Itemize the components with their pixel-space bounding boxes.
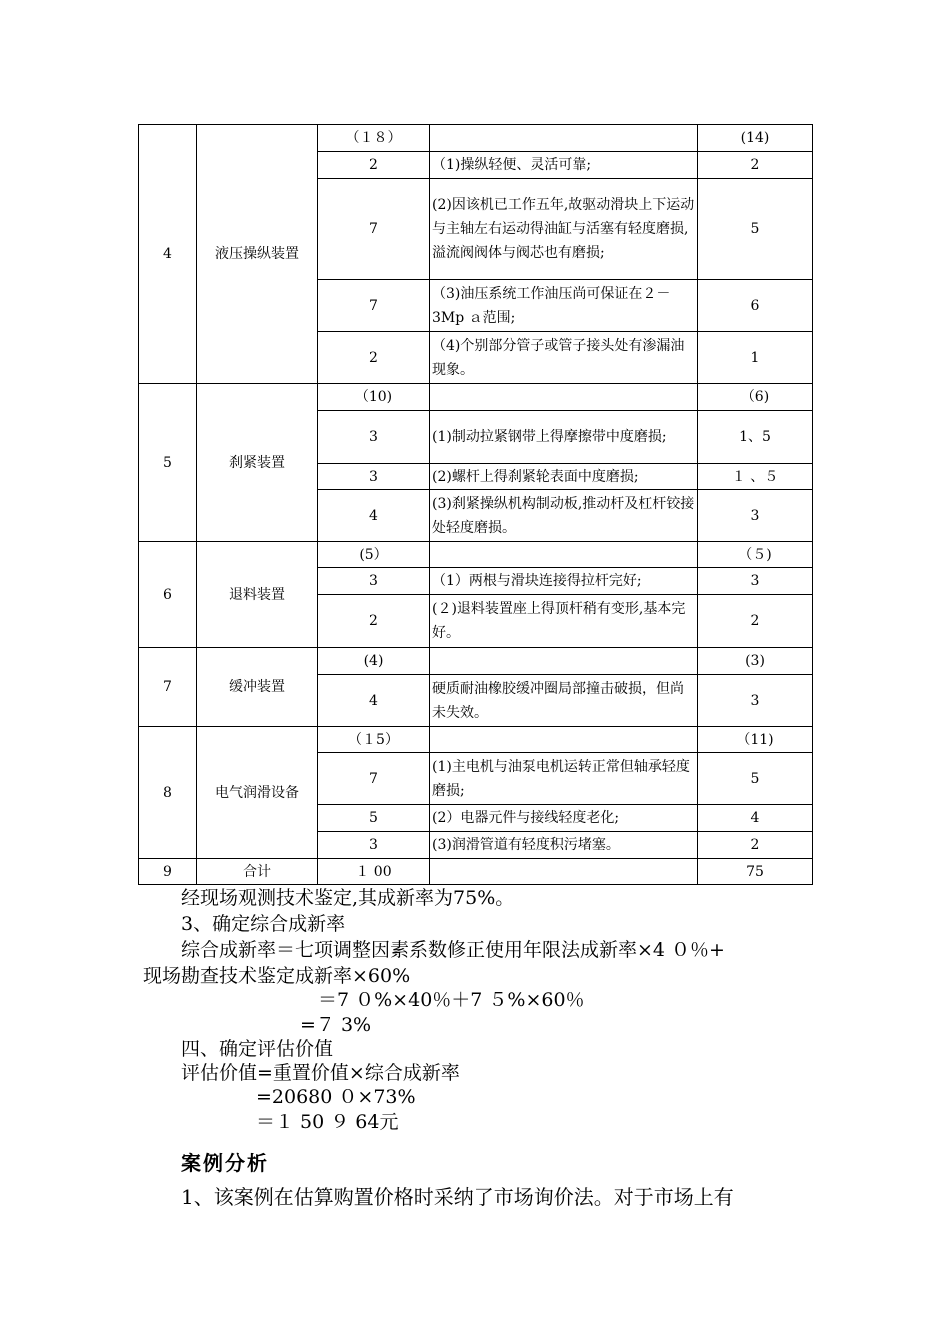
- condition-description: (1)制动拉紧钢带上得摩擦带中度磨损;: [430, 411, 698, 464]
- item-number: 8: [139, 727, 197, 859]
- analysis-paragraph: 1、该案例在估算购置价格时采纳了市场询价法。对于市场上有: [181, 1185, 734, 1209]
- total-number: 9: [139, 859, 197, 885]
- condition-description: (1)主电机与油泵电机运转正常但轴承轻度磨损;: [430, 753, 698, 805]
- calc-result: =７ 3%: [300, 1014, 372, 1036]
- item-number: 4: [139, 125, 197, 384]
- item-name: 退料装置: [197, 542, 318, 648]
- condition-description: （1)操纵轻便、灵活可靠;: [430, 152, 698, 179]
- evaluation-table: [138, 124, 813, 885]
- condition-description: （1）两根与滑块连接得拉杆完好;: [430, 568, 698, 595]
- evaluated-score: （6): [698, 384, 813, 411]
- evaluated-score: 3: [698, 568, 813, 595]
- condition-description: (2)螺杆上得刹紧轮表面中度磨损;: [430, 464, 698, 490]
- evaluated-score: （11): [698, 727, 813, 753]
- standard-score: 5: [318, 805, 430, 832]
- section-title-4: 四、确定评估价值: [181, 1038, 334, 1060]
- standard-score: 7: [318, 753, 430, 805]
- evaluated-score: 2: [698, 832, 813, 859]
- evaluated-score: （５): [698, 542, 813, 568]
- condition-description: (3)润滑管道有轻度积污堵塞。: [430, 832, 698, 859]
- item-number: 7: [139, 648, 197, 727]
- standard-score: 3: [318, 568, 430, 595]
- evaluated-score: 1: [698, 332, 813, 384]
- item-number: 5: [139, 384, 197, 542]
- standard-score: （１８）: [318, 125, 430, 152]
- total-standard-score: １ 00: [318, 859, 430, 885]
- standard-score: 7: [318, 280, 430, 332]
- item-number: 6: [139, 542, 197, 648]
- evaluated-score: 1、5: [698, 411, 813, 464]
- item-name: 液压操纵装置: [197, 125, 318, 384]
- item-name: 刹紧装置: [197, 384, 318, 542]
- evaluated-score: 2: [698, 152, 813, 179]
- standard-score: 3: [318, 464, 430, 490]
- standard-score: 3: [318, 411, 430, 464]
- condition-description: (2）电器元件与接线轻度老化;: [430, 805, 698, 832]
- value-result: ＝１ 50 ９ 64元: [256, 1111, 399, 1133]
- case-analysis-heading: 案例分析: [181, 1151, 269, 1175]
- evaluated-score: 3: [698, 675, 813, 727]
- evaluated-score: １ 、５: [698, 464, 813, 490]
- standard-score: 4: [318, 675, 430, 727]
- condition-description: （4)个别部分管子或管子接头处有渗漏油现象。: [430, 332, 698, 384]
- condition-description: 硬质耐油橡胶缓冲圈局部撞击破损，但尚未失效。: [430, 675, 698, 727]
- evaluated-score: 5: [698, 753, 813, 805]
- standard-score: 3: [318, 832, 430, 859]
- item-name: 缓冲装置: [197, 648, 318, 727]
- condition-description: (２)退料装置座上得顶杆稍有变形,基本完好。: [430, 595, 698, 648]
- evaluated-score: (14): [698, 125, 813, 152]
- condition-description: （3)油压系统工作油压尚可保证在２－3Mp ａ范围;: [430, 280, 698, 332]
- evaluated-score: 3: [698, 490, 813, 542]
- formula-line-cont: 现场勘查技术鉴定成新率×60%: [143, 965, 411, 987]
- condition-description: (2)因该机已工作五年,故驱动滑块上下运动与主轴左右运动得油缸与活塞有轻度磨损,溢流阀阀体与阀芯也有磨损;: [430, 179, 698, 280]
- standard-score: (4): [318, 648, 430, 675]
- evaluated-score: 4: [698, 805, 813, 832]
- value-calc: =20680 ０×73%: [256, 1086, 416, 1108]
- value-formula: 评估价值=重置价值×综合成新率: [181, 1062, 460, 1084]
- conclusion-line: 经现场观测技术鉴定,其成新率为75%。: [181, 887, 515, 909]
- evaluated-score: 5: [698, 179, 813, 280]
- section-title-3: 3、确定综合成新率: [181, 913, 346, 935]
- total-label: 合计: [197, 859, 318, 885]
- calc-line: ＝7 ０%×40％＋7 ５%×60％: [318, 989, 585, 1011]
- standard-score: （１5）: [318, 727, 430, 753]
- standard-score: 2: [318, 332, 430, 384]
- formula-line: 综合成新率＝七项调整因素系数修正使用年限法成新率×4 ０％+: [181, 939, 725, 961]
- standard-score: (5）: [318, 542, 430, 568]
- standard-score: （10): [318, 384, 430, 411]
- evaluated-score: 6: [698, 280, 813, 332]
- total-evaluated-score: 75: [698, 859, 813, 885]
- item-name: 电气润滑设备: [197, 727, 318, 859]
- evaluated-score: (3): [698, 648, 813, 675]
- evaluated-score: 2: [698, 595, 813, 648]
- condition-description: (3)刹紧操纵机构制动板,推动杆及杠杆铰接处轻度磨损。: [430, 490, 698, 542]
- standard-score: 4: [318, 490, 430, 542]
- standard-score: 2: [318, 595, 430, 648]
- standard-score: 7: [318, 179, 430, 280]
- standard-score: 2: [318, 152, 430, 179]
